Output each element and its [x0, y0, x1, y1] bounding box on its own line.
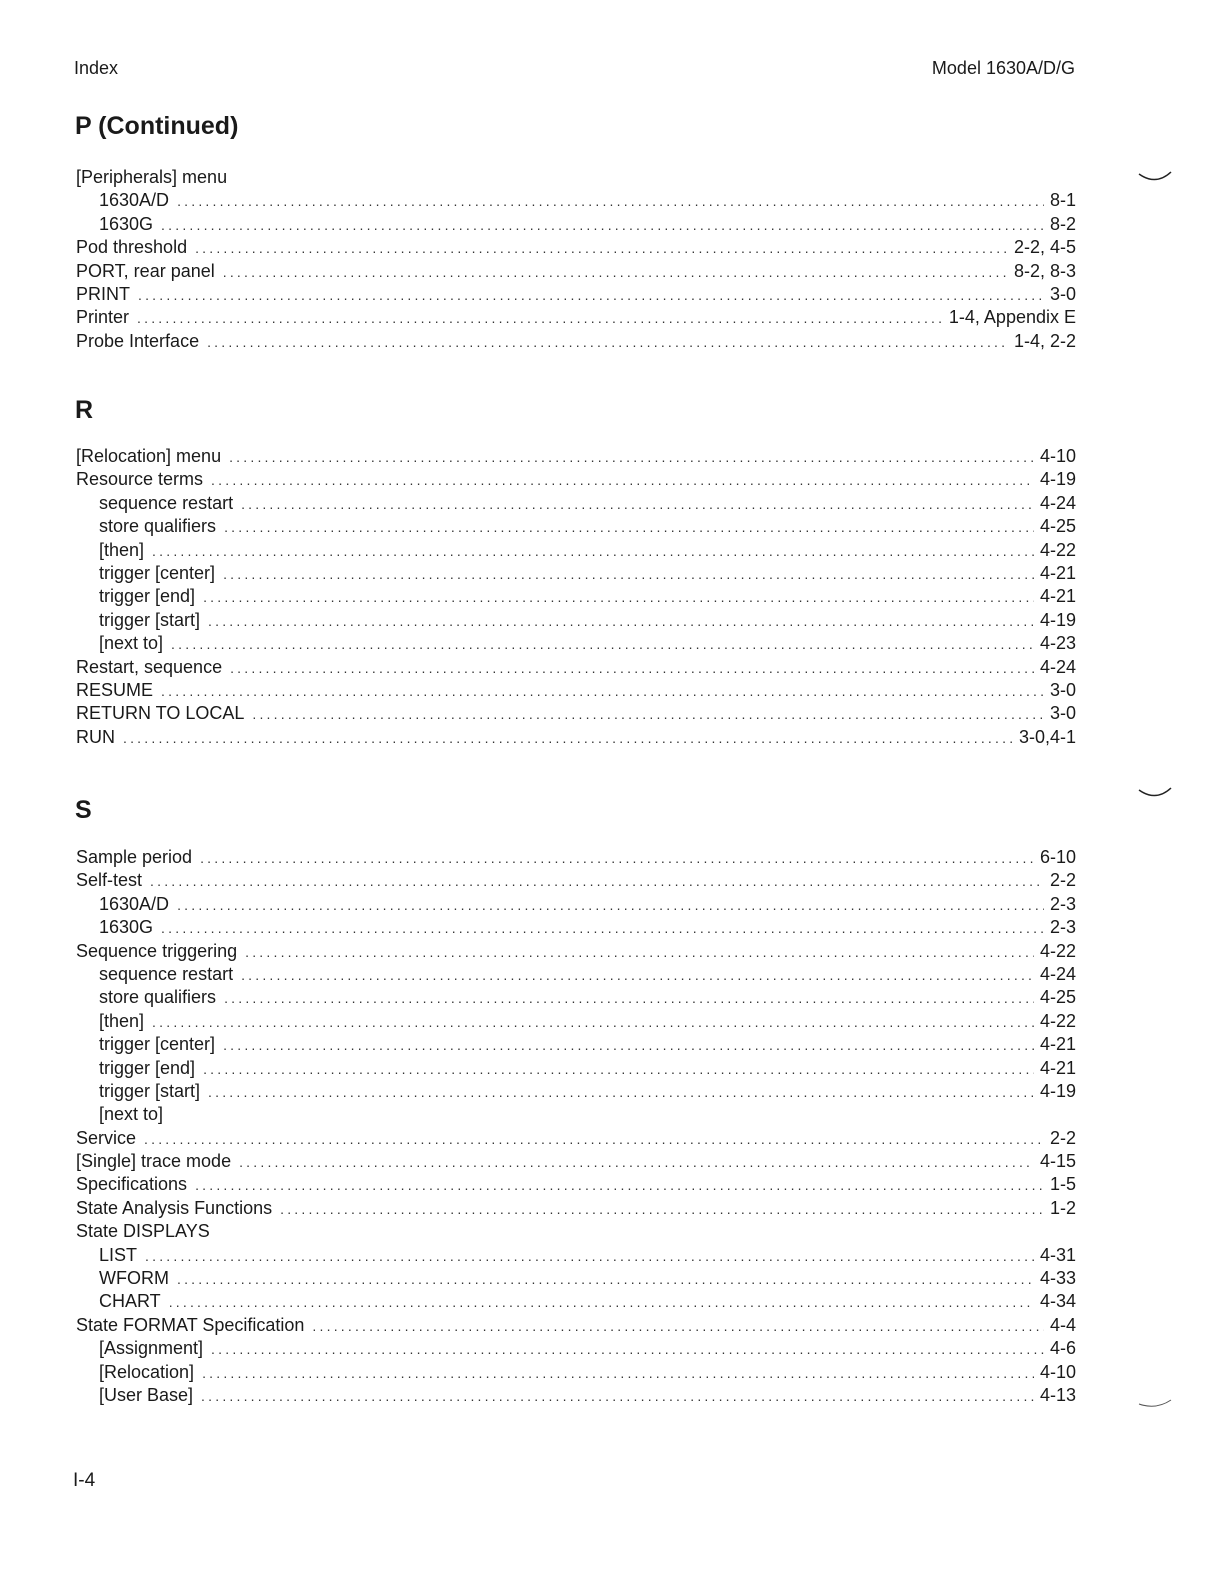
index-list-r: [76, 445, 1076, 749]
dot-leader: [161, 917, 1044, 940]
entry-page-ref: 2-3: [1049, 893, 1076, 914]
index-subentry: [76, 1267, 1076, 1290]
index-subentry: [76, 1361, 1076, 1384]
dot-leader: [241, 493, 1034, 516]
section-title-r: R: [75, 396, 94, 424]
entry-label: Restart, sequence: [76, 656, 223, 677]
dot-leader: [145, 1245, 1034, 1268]
dot-leader: [202, 1362, 1034, 1385]
entry-label: [Assignment]: [99, 1338, 204, 1359]
entry-label: PRINT: [76, 283, 130, 304]
binding-mark-icon: [1138, 170, 1172, 184]
index-entry: [76, 726, 1076, 749]
dot-leader: [195, 1174, 1044, 1197]
entry-label: 1630G: [99, 213, 154, 234]
entry-page-ref: 8-2: [1049, 213, 1076, 234]
index-subentry: [76, 1103, 1076, 1126]
entry-label: [next to]: [99, 633, 164, 654]
index-entry: [76, 445, 1076, 468]
entry-label: 1630A/D: [99, 190, 170, 211]
entry-page-ref: 2-2: [1049, 1127, 1076, 1148]
index-list-s: [76, 846, 1076, 1407]
entry-page-ref: 4-21: [1039, 1057, 1076, 1078]
entry-label: trigger [end]: [99, 1057, 196, 1078]
entry-page-ref: 4-24: [1039, 492, 1076, 513]
entry-label: Sample period: [76, 847, 193, 867]
entry-page-ref: 8-2, 8-3: [1013, 260, 1076, 281]
dot-leader: [280, 1198, 1044, 1221]
entry-label: trigger [center]: [99, 562, 216, 583]
entry-page-ref: 4-19: [1039, 469, 1076, 490]
index-subentry: [76, 1010, 1076, 1033]
entry-page-ref: 3-0: [1049, 703, 1076, 724]
header-model-label: Model 1630A/D/G: [931, 58, 1075, 78]
dot-leader: [224, 516, 1034, 539]
index-subentry: [76, 515, 1076, 538]
entry-page-ref: 1-2: [1049, 1197, 1076, 1218]
dot-leader: [177, 190, 1044, 213]
index-entry: [76, 166, 1076, 189]
entry-page-ref: 4-10: [1039, 1361, 1076, 1382]
entry-label: Specifications: [76, 1174, 188, 1195]
entry-label: [User Base]: [99, 1384, 194, 1405]
entry-page-ref: 4-21: [1039, 586, 1076, 607]
index-entry: [76, 702, 1076, 725]
index-subentry: [76, 1337, 1076, 1360]
index-entry: [76, 1220, 1076, 1243]
entry-page-ref: 4-15: [1039, 1151, 1076, 1172]
dot-leader: [161, 214, 1044, 237]
entry-label: [Peripherals] menu: [76, 167, 228, 187]
index-subentry: [76, 562, 1076, 585]
entry-page-ref: 4-19: [1039, 609, 1076, 630]
dot-leader: [312, 1315, 1044, 1338]
entry-label: [then]: [99, 1010, 145, 1031]
entry-label: trigger [start]: [99, 1080, 201, 1101]
entry-label: store qualifiers: [99, 987, 217, 1008]
entry-label: Service: [76, 1127, 137, 1148]
entry-page-ref: 6-10: [1039, 847, 1076, 867]
entry-page-ref: 3-0: [1049, 283, 1076, 304]
entry-label: trigger [end]: [99, 586, 196, 607]
dot-leader: [223, 563, 1034, 586]
index-subentry: [76, 1290, 1076, 1313]
entry-label: [Relocation] menu: [76, 446, 222, 466]
entry-page-ref: 4-25: [1039, 987, 1076, 1008]
index-subentry: [76, 893, 1076, 916]
index-subentry: [76, 1033, 1076, 1056]
index-subentry: [76, 585, 1076, 608]
index-entry: [76, 656, 1076, 679]
dot-leader: [207, 331, 1008, 354]
binding-mark-icon: [1138, 786, 1172, 800]
entry-page-ref: 4-24: [1039, 963, 1076, 984]
entry-label: LIST: [99, 1244, 138, 1265]
index-entry: [76, 1127, 1076, 1150]
entry-label: 1630G: [99, 917, 154, 938]
dot-leader: [252, 703, 1044, 726]
index-entry: [76, 1197, 1076, 1220]
index-entry: [76, 236, 1076, 259]
index-entry: [76, 846, 1076, 869]
entry-page-ref: 2-2: [1049, 870, 1076, 891]
entry-page-ref: 2-2, 4-5: [1013, 237, 1076, 258]
dot-leader: [169, 1291, 1034, 1314]
dot-leader: [239, 1151, 1034, 1174]
index-entry: [76, 869, 1076, 892]
index-subentry: [76, 1244, 1076, 1267]
entry-label: trigger [start]: [99, 609, 201, 630]
index-entry: [76, 283, 1076, 306]
index-subentry: [76, 1080, 1076, 1103]
entry-page-ref: 4-6: [1049, 1338, 1076, 1359]
entry-page-ref: 4-21: [1039, 1034, 1076, 1055]
index-subentry: [76, 609, 1076, 632]
entry-label: sequence restart: [99, 492, 234, 513]
entry-page-ref: 4-34: [1039, 1291, 1076, 1312]
entry-page-ref: 3-0,4-1: [1018, 726, 1076, 747]
entry-label: Sequence triggering: [76, 940, 238, 961]
entry-page-ref: 4-19: [1039, 1080, 1076, 1101]
entry-page-ref: 4-23: [1039, 633, 1076, 654]
index-entry: [76, 679, 1076, 702]
entry-page-ref: 4-4: [1049, 1314, 1076, 1335]
dot-leader: [144, 1128, 1044, 1151]
entry-label: RETURN TO LOCAL: [76, 703, 245, 724]
dot-leader: [208, 610, 1034, 633]
index-subentry: [76, 1057, 1076, 1080]
entry-page-ref: 1-5: [1049, 1174, 1076, 1195]
entry-page-ref: 8-1: [1049, 190, 1076, 211]
dot-leader: [195, 237, 1008, 260]
entry-page-ref: 4-22: [1039, 1010, 1076, 1031]
index-entry: [76, 260, 1076, 283]
index-subentry: [76, 213, 1076, 236]
entry-page-ref: 4-24: [1039, 656, 1076, 677]
entry-label: store qualifiers: [99, 516, 217, 537]
dot-leader: [203, 586, 1034, 609]
dot-leader: [245, 941, 1034, 964]
dot-leader: [177, 894, 1044, 917]
index-subentry: [76, 963, 1076, 986]
entry-page-ref: 1-4, Appendix E: [948, 307, 1076, 328]
entry-label: State Analysis Functions: [76, 1197, 273, 1218]
dot-leader: [241, 964, 1034, 987]
dot-leader: [223, 1034, 1034, 1057]
dot-leader: [138, 284, 1044, 307]
entry-label: [Relocation]: [99, 1361, 195, 1382]
dot-leader: [152, 540, 1034, 563]
index-subentry: [76, 492, 1076, 515]
entry-page-ref: 4-25: [1039, 516, 1076, 537]
index-subentry: [76, 1384, 1076, 1407]
entry-label: sequence restart: [99, 963, 234, 984]
entry-label: Resource terms: [76, 469, 204, 490]
entry-label: RUN: [76, 726, 115, 747]
index-subentry: [76, 189, 1076, 212]
index-entry: [76, 468, 1076, 491]
entry-label: WFORM: [99, 1268, 169, 1289]
entry-label: Printer: [76, 307, 130, 328]
section-title-s: S: [75, 796, 92, 824]
dot-leader: [229, 446, 1034, 469]
entry-page-ref: 4-33: [1039, 1268, 1076, 1289]
index-entry: [76, 1314, 1076, 1337]
dot-leader: [223, 261, 1008, 284]
dot-leader: [152, 1011, 1034, 1034]
entry-label: Self-test: [76, 870, 143, 891]
dot-leader: [171, 633, 1034, 656]
index-entry: [76, 330, 1076, 353]
entry-page-ref: 1-4, 2-2: [1013, 330, 1076, 351]
entry-label: 1630A/D: [99, 893, 170, 914]
entry-page-ref: 4-21: [1039, 562, 1076, 583]
index-subentry: [76, 539, 1076, 562]
dot-leader: [203, 1058, 1034, 1081]
entry-label: [Single] trace mode: [76, 1151, 232, 1172]
dot-leader: [201, 1385, 1034, 1408]
dot-leader: [123, 727, 1013, 750]
index-entry: [76, 306, 1076, 329]
section-title-p: P (Continued): [75, 112, 239, 140]
entry-label: Pod threshold: [76, 237, 188, 258]
binding-mark-icon: [1138, 1396, 1172, 1410]
header-section-label: Index: [74, 58, 119, 78]
dot-leader: [200, 847, 1034, 870]
index-subentry: [76, 916, 1076, 939]
dot-leader: [208, 1081, 1034, 1104]
page-number: I-4: [73, 1470, 96, 1491]
entry-label: PORT, rear panel: [76, 260, 215, 281]
index-entry: [76, 1150, 1076, 1173]
dot-leader: [161, 680, 1044, 703]
dot-leader: [211, 1338, 1044, 1361]
dot-leader: [211, 469, 1034, 492]
entry-page-ref: 4-10: [1039, 446, 1076, 466]
index-subentry: [76, 986, 1076, 1009]
entry-label: trigger [center]: [99, 1034, 216, 1055]
entry-page-ref: 4-22: [1039, 940, 1076, 961]
entry-label: CHART: [99, 1291, 161, 1312]
entry-label: RESUME: [76, 679, 154, 700]
entry-label: [then]: [99, 539, 145, 560]
index-entry: [76, 1173, 1076, 1196]
entry-page-ref: 2-3: [1049, 917, 1076, 938]
entry-label: State FORMAT Specification: [76, 1314, 305, 1335]
entry-label: [next to]: [99, 1104, 164, 1125]
index-subentry: [76, 632, 1076, 655]
dot-leader: [177, 1268, 1034, 1291]
index-list-p: [76, 166, 1076, 353]
index-entry: [76, 940, 1076, 963]
entry-page-ref: 4-13: [1039, 1384, 1076, 1405]
dot-leader: [137, 307, 943, 330]
entry-page-ref: 4-31: [1039, 1244, 1076, 1265]
dot-leader: [230, 657, 1034, 680]
entry-label: Probe Interface: [76, 330, 200, 351]
entry-label: State DISPLAYS: [76, 1221, 210, 1242]
entry-page-ref: 3-0: [1049, 679, 1076, 700]
entry-page-ref: 4-22: [1039, 539, 1076, 560]
dot-leader: [150, 870, 1044, 893]
dot-leader: [224, 987, 1034, 1010]
